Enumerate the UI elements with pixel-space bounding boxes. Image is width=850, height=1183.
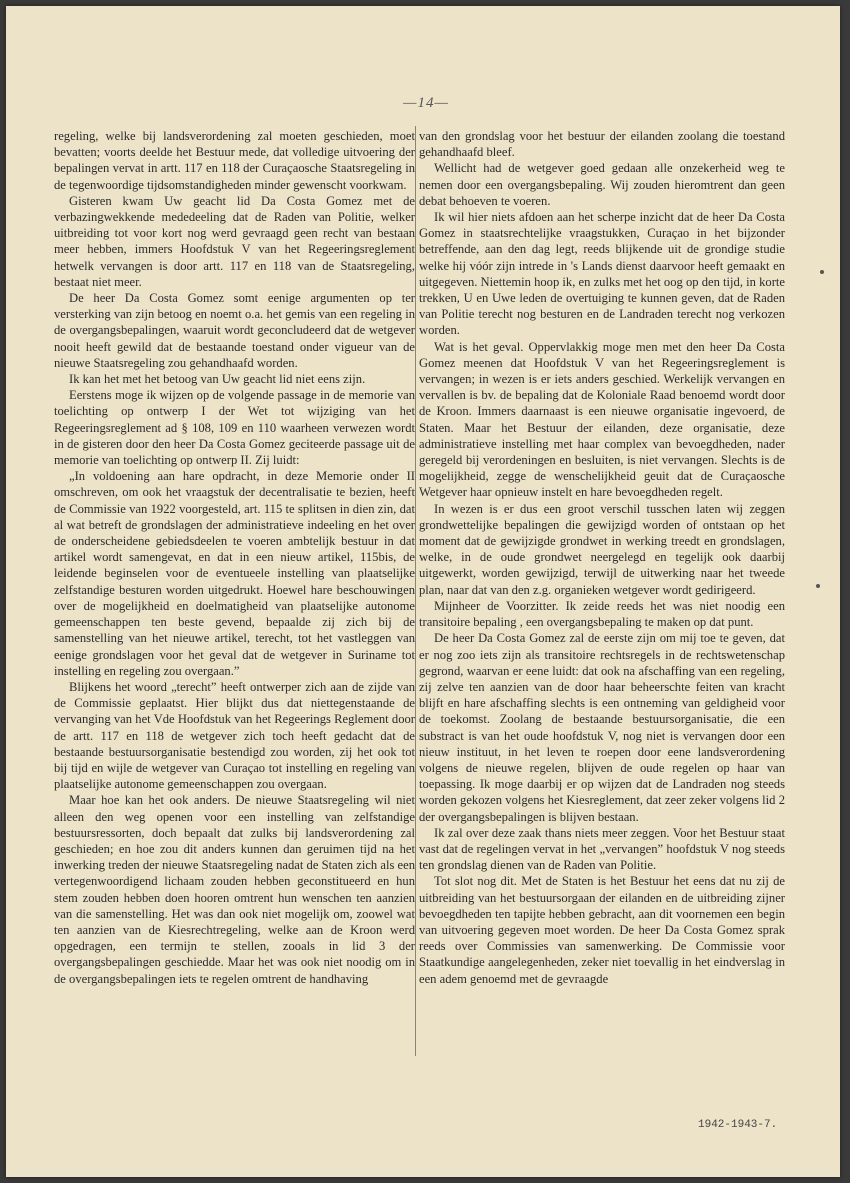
document-page [6, 6, 840, 1177]
column-divider [415, 126, 416, 1056]
margin-mark [816, 584, 820, 588]
paragraph: Maar hoe kan het ook anders. De nieuwe Staatsregeling wil niet alleen den weg openen voor een instelling van zelfstandige bestuursressorten, doch bepaalt dat zulks bij landsverordening zal geschieden; en hoe zou dit anders kunnen dan geruimen tijd na het inwerking treden der nieuwe Staatsregeling nadat de Staten zich als een vertegenwoordigend lichaam zouden hebben geconstitueerd en hun stem zouden hebben doen hooren omtrent hun wenschen ten aanzien van die samenstelling. Het was dan ook niet mogelijk om, zoowel wat ten aanzien van de Kiesrechtregeling, welke aan de Kroon werd opgedragen, een termijn te stellen, zooals in lid 3 der overgangsbepalingen geschiedde. Maar het was ook niet noodig om in de overgangsbepalingen iets te regelen omtrent de handhaving [54, 793, 415, 986]
paragraph: Wellicht had de wetgever goed gedaan alle onzekerheid weg te nemen door een overgangsbepaling. Wij zouden hieromtrent dan geen debat behoeven te voeren. [419, 161, 785, 208]
footer-stamp: 1942-1943-7. [698, 1119, 778, 1131]
paragraph: Ik wil hier niets afdoen aan het scherpe inzicht dat de heer Da Costa Gomez in staatsrechtelijke vraagstukken, Curaçao in het bijzonder betreffende, aan den dag legt, reeds blijkende uit de grondige studie welke hij vóór zijn intrede in 's Lands dienst daarvoor heeft gemaakt en uitgegeven. Niettemin hoop ik, en zulks met het oog op den tijd, in korte trekken, U en Uwe leden de overtuiging te kunnen geven, dat de Raden van Politie terecht nog besturen en de Landraden terecht nog verkozen worden. [419, 210, 785, 338]
paragraph: Tot slot nog dit. Met de Staten is het Bestuur het eens dat nu zij de uitbreiding van het bestuursorgaan der eilanden en de uitbreiding zijner bevoegdheden ten tapijte hebben gebracht, aan dit voornemen een begin van uitvoering gegeven moet worden. De heer Da Costa Gomez sprak reeds over Commissies van samenwerking. De Commissie voor Staatkundige aangelegenheden, zeker niet toevallig in het eindverslag in een adem genoemd met de gevraagde [419, 874, 785, 986]
right-column [419, 128, 785, 987]
left-column [54, 128, 415, 987]
paragraph: De heer Da Costa Gomez somt eenige argumenten op ter versterking van zijn betoog en noemt o.a. het gemis van een regeling in de overgangsbepalingen, waaruit wordt geconcludeerd dat de wetgever nooit heeft gewild dat de bestaande toestand onder vigueur van de nieuwe Staatsregeling zou gehandhaafd worden. [54, 291, 415, 370]
paragraph: Wat is het geval. Oppervlakkig moge men met den heer Da Costa Gomez meenen dat Hoofdstuk V van het Regeeringsreglement is vervangen; in wezen is er iets anders geschied. Werkelijk vervangen en vervallen is bv. de bepaling dat de Koloniale Raad benoemd wordt door de Kroon. Immers daarnaast is een nieuwe organisatie ingevoerd, de Staten. Maar het Bestuur der eilanden, deze organisatie, deze administratieve instelling met haar complex van bevoegdheden, nader geregeld bij verordeningen en besluiten, is niet vervangen. Slechts is de mogelijkheid, zegge de wenschelijkheid geuit dat de Curaçaosche Wetgever haar opnieuw instelt en hare bevoegdheden regelt. [419, 339, 785, 500]
paragraph: Eerstens moge ik wijzen op de volgende passage in de memorie van toelichting op ontwerp I der Wet tot wijziging van het Regeeringsreglement ad § 108, 109 en 110 waarheen verwezen wordt in de gisteren door den heer Da Costa Gomez geciteerde passage uit de memorie van toelichting op ontwerp II. Zij luidt: [54, 388, 415, 468]
paragraph: Ik kan het met het betoog van Uw geacht lid niet eens zijn. [69, 372, 366, 387]
paragraph: Gisteren kwam Uw geacht lid Da Costa Gomez met de verbazingwekkende mededeeling dat de Raden van Politie, welker uitbreiding tot voor kort nog werd gevraagd geen recht van bestaan meer hebben, immers Hoofdstuk V van het Regeeringsreglement hetwelk vervangen is door artt. 117 en 118 van de Staatsregeling, bestaat niet meer. [54, 193, 415, 289]
paragraph: Mijnheer de Voorzitter. Ik zeide reeds het was niet noodig een transitoire bepaling , een overgangsbepaling te maken op dat punt. [419, 598, 785, 630]
paragraph: In wezen is er dus een groot verschil tusschen laten wij zeggen grondwettelijke bepalingen die gewijzigd worden of ontstaan op het moment dat de gewijzigde grondwet in werking treedt en grondslagen, welke, in de oude grondwet neergelegd en tegelijk ook daarbij uitgewerkt, worden gewijzigd, terwijl de uitwerking naar het tweede plan, naar dat van den z.g. organieken wetgever wordt gedirigeerd. [419, 501, 785, 597]
page-number: —14— [403, 95, 449, 111]
paragraph: regeling, welke bij landsverordening zal moeten geschieden, moet bevatten; voorts deelde het Bestuur mede, dat volledige uitvoering der bepalingen vervat in artt. 117 en 118 der Curaçaosche Staatsregeling in de tegenwoordige tijdsomstandigheden minder gewenscht voorkwam. [54, 129, 415, 192]
paragraph: De heer Da Costa Gomez zal de eerste zijn om mij toe te geven, dat er nog zoo iets zijn als transitoire rechtsregels in de rechtswetenschap gegrond, waarvan er eene luidt: dat ook na afschaffing van een regeling, zij zelve ten aanzien van de door haar beheerschte feiten van kracht blijft en hare afschaffing slechts is een ontneming van geldigheid voor de toekomst. Zoolang de bestaande bestuursorganisatie, die een substract is van het oude hoofdstuk V, nog niet is vervangen door een nieuw instituut, in het leven te roepen door eene landsverordening volgens de nieuwe regelen, blijven de oude regelen op haar van toepassing. Ik moge daarbij er op wijzen dat de Landraden nog steeds worden gekozen volgens het Kiesreglement, dat zeer zeker volgens lid 2 der overgangsbepalingen is blijven bestaan. [419, 631, 785, 824]
paragraph: Blijkens het woord „terecht” heeft ontwerper zich aan de zijde van de Commissie geplaatst. Hier blijkt dus dat niettegenstaande de vervanging van het Vde Hoofdstuk van het Regeerings Reglement door de artt. 117 en 118 de wetgever zich toch heeft gedacht dat de bestaande bestuursorganisatie bestendigd zou worden, zij het ook tot bij tijd en wijle de wetgever van Curaçao tot instelling en regeling van plaatselijke autonome gemeenschappen zou overgaan. [54, 679, 415, 792]
margin-mark [820, 270, 824, 274]
quoted-paragraph: „In voldoening aan hare opdracht, in deze Memorie onder II omschreven, om ook het vraagstuk der decentralisatie te bezien, heeft de Commissie van 1922 voorgesteld, art. 115 te splitsen in dien zin, dat al wat betreft de grondslagen der administratieve indeeling en het over de onderscheidene gebiedsdeelen te voeren ambtelijk bestuur in dat artikel wordt samengevat, en dat in een nieuw artikel, 115bis, de leidende beginselen voor de eventueele instelling van plaatselijke zelfstandige besturen worden uitgedrukt. Hoewel hare beschouwingen over de mogelijkheid en doelmatigheid van plaatselijke autonome gemeenschappen ten beste gevend, bepaalde zij zich bij de samenstelling van het nieuwe artikel, terecht, tot het vastleggen van eenige grondslagen voor het geval dat de wetgever in Suriname tot instelling en regeling zou overgaan.” [54, 469, 415, 678]
paragraph: Ik zal over deze zaak thans niets meer zeggen. Voor het Bestuur staat vast dat de regelingen vervat in het „vervangen” hoofdstuk V nog steeds ten grondslag dienen van de Raden van Politie. [419, 825, 785, 873]
paragraph: van den grondslag voor het bestuur der eilanden zoolang die toestand gehandhaafd bleef. [419, 129, 785, 160]
